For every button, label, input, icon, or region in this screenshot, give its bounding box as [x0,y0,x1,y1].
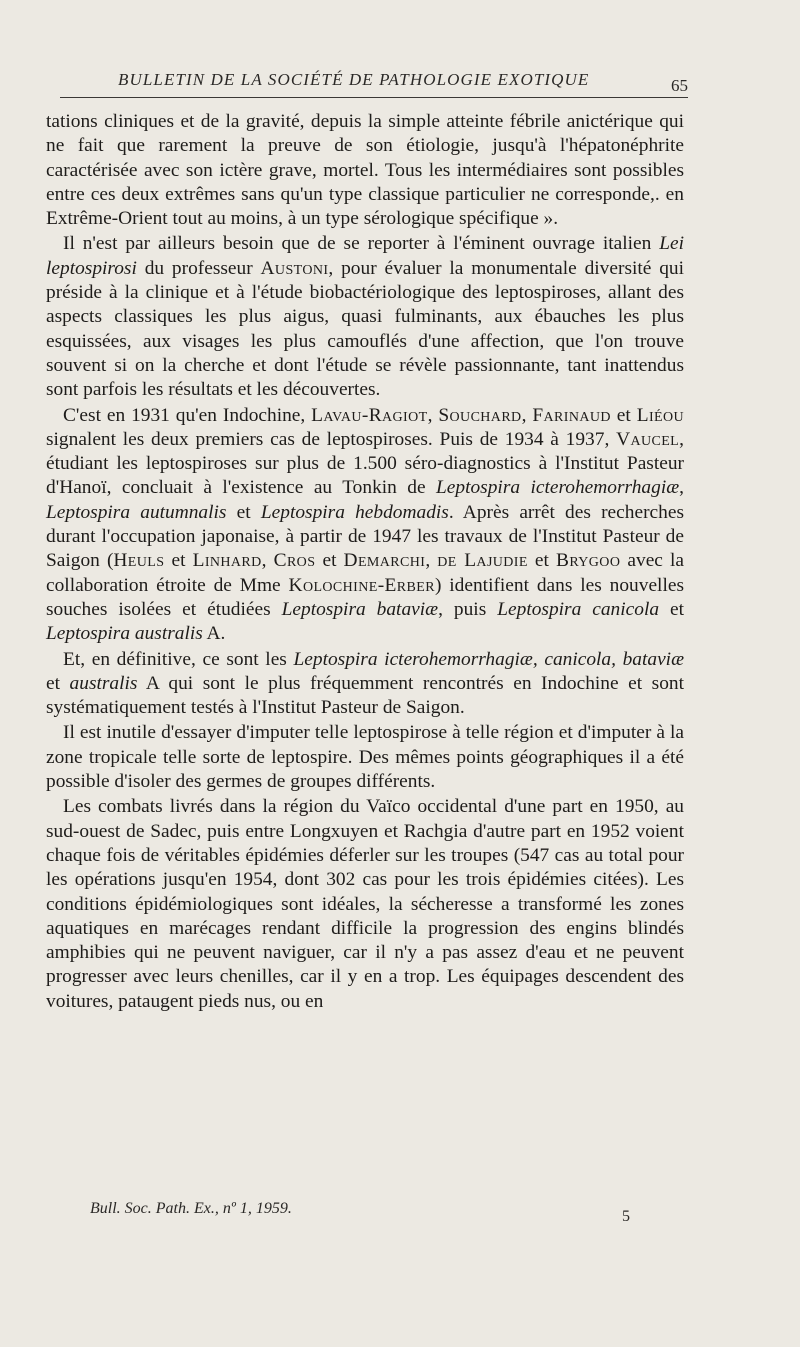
book-title: Lei leptospirosi [46,233,684,279]
page-footer [90,1200,630,1230]
article-body [46,110,684,1014]
running-title: BULLETIN DE LA SOCIÉTÉ DE PATHOLOGIE EXOTIQUE [118,70,590,89]
author-name: Vaucel [616,428,680,450]
species-name: Leptospira icterohemorrhagiæ [436,477,680,499]
header-rule [60,97,688,98]
paragraph-3: C'est en 1931 qu'en Indochine, Lavau-Ragiot, Souchard, Farinaud et Liéou signalent les deux premiers cas de leptospiroses. Puis de 1934 à 1937, Vaucel, étudiant les leptospiroses sur plus de 1.500 séro-diagnostics à l'Institut Pasteur d'Hanoï, concluait à l'existence au Tonkin de Leptospira icterohemorrhagiæ, Leptospira autumnalis et Leptospira hebdomadis. Après arrêt des recherches durant l'occupation japonaise, à partir de 1947 les travaux de l'Institut Pasteur de Saigon (Heuls et Linhard, Cros et Demarchi, de Lajudie et Brygoo avec la collaboration étroite de Mme Kolochine-Erber) identifient dans les nouvelles souches isolées et étudiées Leptospira bataviæ, puis Leptospira canicola et Leptospira australis A. [46,404,685,645]
signature-mark: 5 [622,1208,630,1225]
author-name: Souchard [438,404,522,426]
species-name: Leptospira canicola [497,598,660,620]
author-name: Cros [273,550,316,572]
author-name: Linhard [192,550,262,572]
author-name: de Lajudie [437,550,528,572]
species-name: Leptospira icterohemorrhagiæ, canicola, bataviæ [293,648,685,670]
author-name: Kolochine-Erber [288,574,435,596]
author-name: Brygoo [555,550,621,572]
species-name: Leptospira autumnalis [46,501,227,523]
paragraph-5: Il est inutile d'essayer d'imputer telle leptospirose à telle région et d'imputer à la zone tropicale telle sorte de leptospire. Des mêmes points géographiques il a été possible d'isoler des germes de groupes différents. [46,722,684,793]
paragraph-1: tations cliniques et de la gravité, depuis la simple atteinte fébrile anictérique qui ne fait que rarement la preuve de son étiologie, jusqu'à l'hépatonéphrite caractérisée avec son ictère grave, mortel. Tous les intermédiaires sont possibles entre ces deux extrêmes sans qu'un type classique particulier ne corresponde,. en Extrême-Orient tout au moins, à un type sérologique spécifique ». [46,111,684,230]
author-name: Lavau-Ragiot [311,404,428,426]
author-name: Demarchi [343,550,426,572]
species-name: Leptospira bataviæ [281,598,439,620]
author-name: Heuls [113,550,165,572]
page-header [48,70,688,100]
author-name: Farinaud [532,404,611,426]
paragraph-6: Les combats livrés dans la région du Vaïco occidental d'une part en 1950, au sud-ouest de Sadec, puis entre Longxuyen et Rachgia d'autre part en 1952 voient chaque fois de véritables épidémies déferler sur les troupes (547 cas au total pour les opérations jusqu'en 1954, dont 302 cas pour les trois épidémies citées). Les conditions épidémiologiques sont idéales, la sécheresse a transformé les zones aquatiques en marécages rendant difficile la progression des engins blindés amphibies qui ne peuvent naviguer, car il n'y a pas assez d'eau et ne peuvent progresser avec leurs chenilles, car il y en a trop. Les équipages descendent des voitures, pataugent pieds nus, ou en [46,796,684,1012]
author-name: Liéou [636,404,684,426]
species-name: australis [69,672,138,694]
species-name: Leptospira australis [46,623,203,645]
paragraph-2: Il n'est par ailleurs besoin que de se reporter à l'éminent ouvrage italien Lei leptospirosi du professeur Austoni, pour évaluer la monumentale diversité qui préside à la clinique et à l'étude biobactériologique des leptospiroses, allant des aspects classiques les plus aigus, quasi fulminants, aux ébauches les plus esquissées, aux visages les plus camouflés d'une affection, que l'on trouve souvent si on la cherche et dont l'étude se révèle passionnante, tant inattendus sont parfois les résultats et les découvertes. [46,233,684,401]
journal-reference: Bull. Soc. Path. Ex., nº 1, 1959. [90,1200,292,1217]
page-number: 65 [671,76,688,95]
author-name: Austoni [260,257,329,279]
species-name: Leptospira hebdomadis [260,501,449,523]
paragraph-4: Et, en définitive, ce sont les Leptospira icterohemorrhagiæ, canicola, bataviæ et australis A qui sont le plus fréquemment rencontrés en Indochine et sont systématiquement testés à l'Institut Pasteur de Saigon. [46,648,685,719]
